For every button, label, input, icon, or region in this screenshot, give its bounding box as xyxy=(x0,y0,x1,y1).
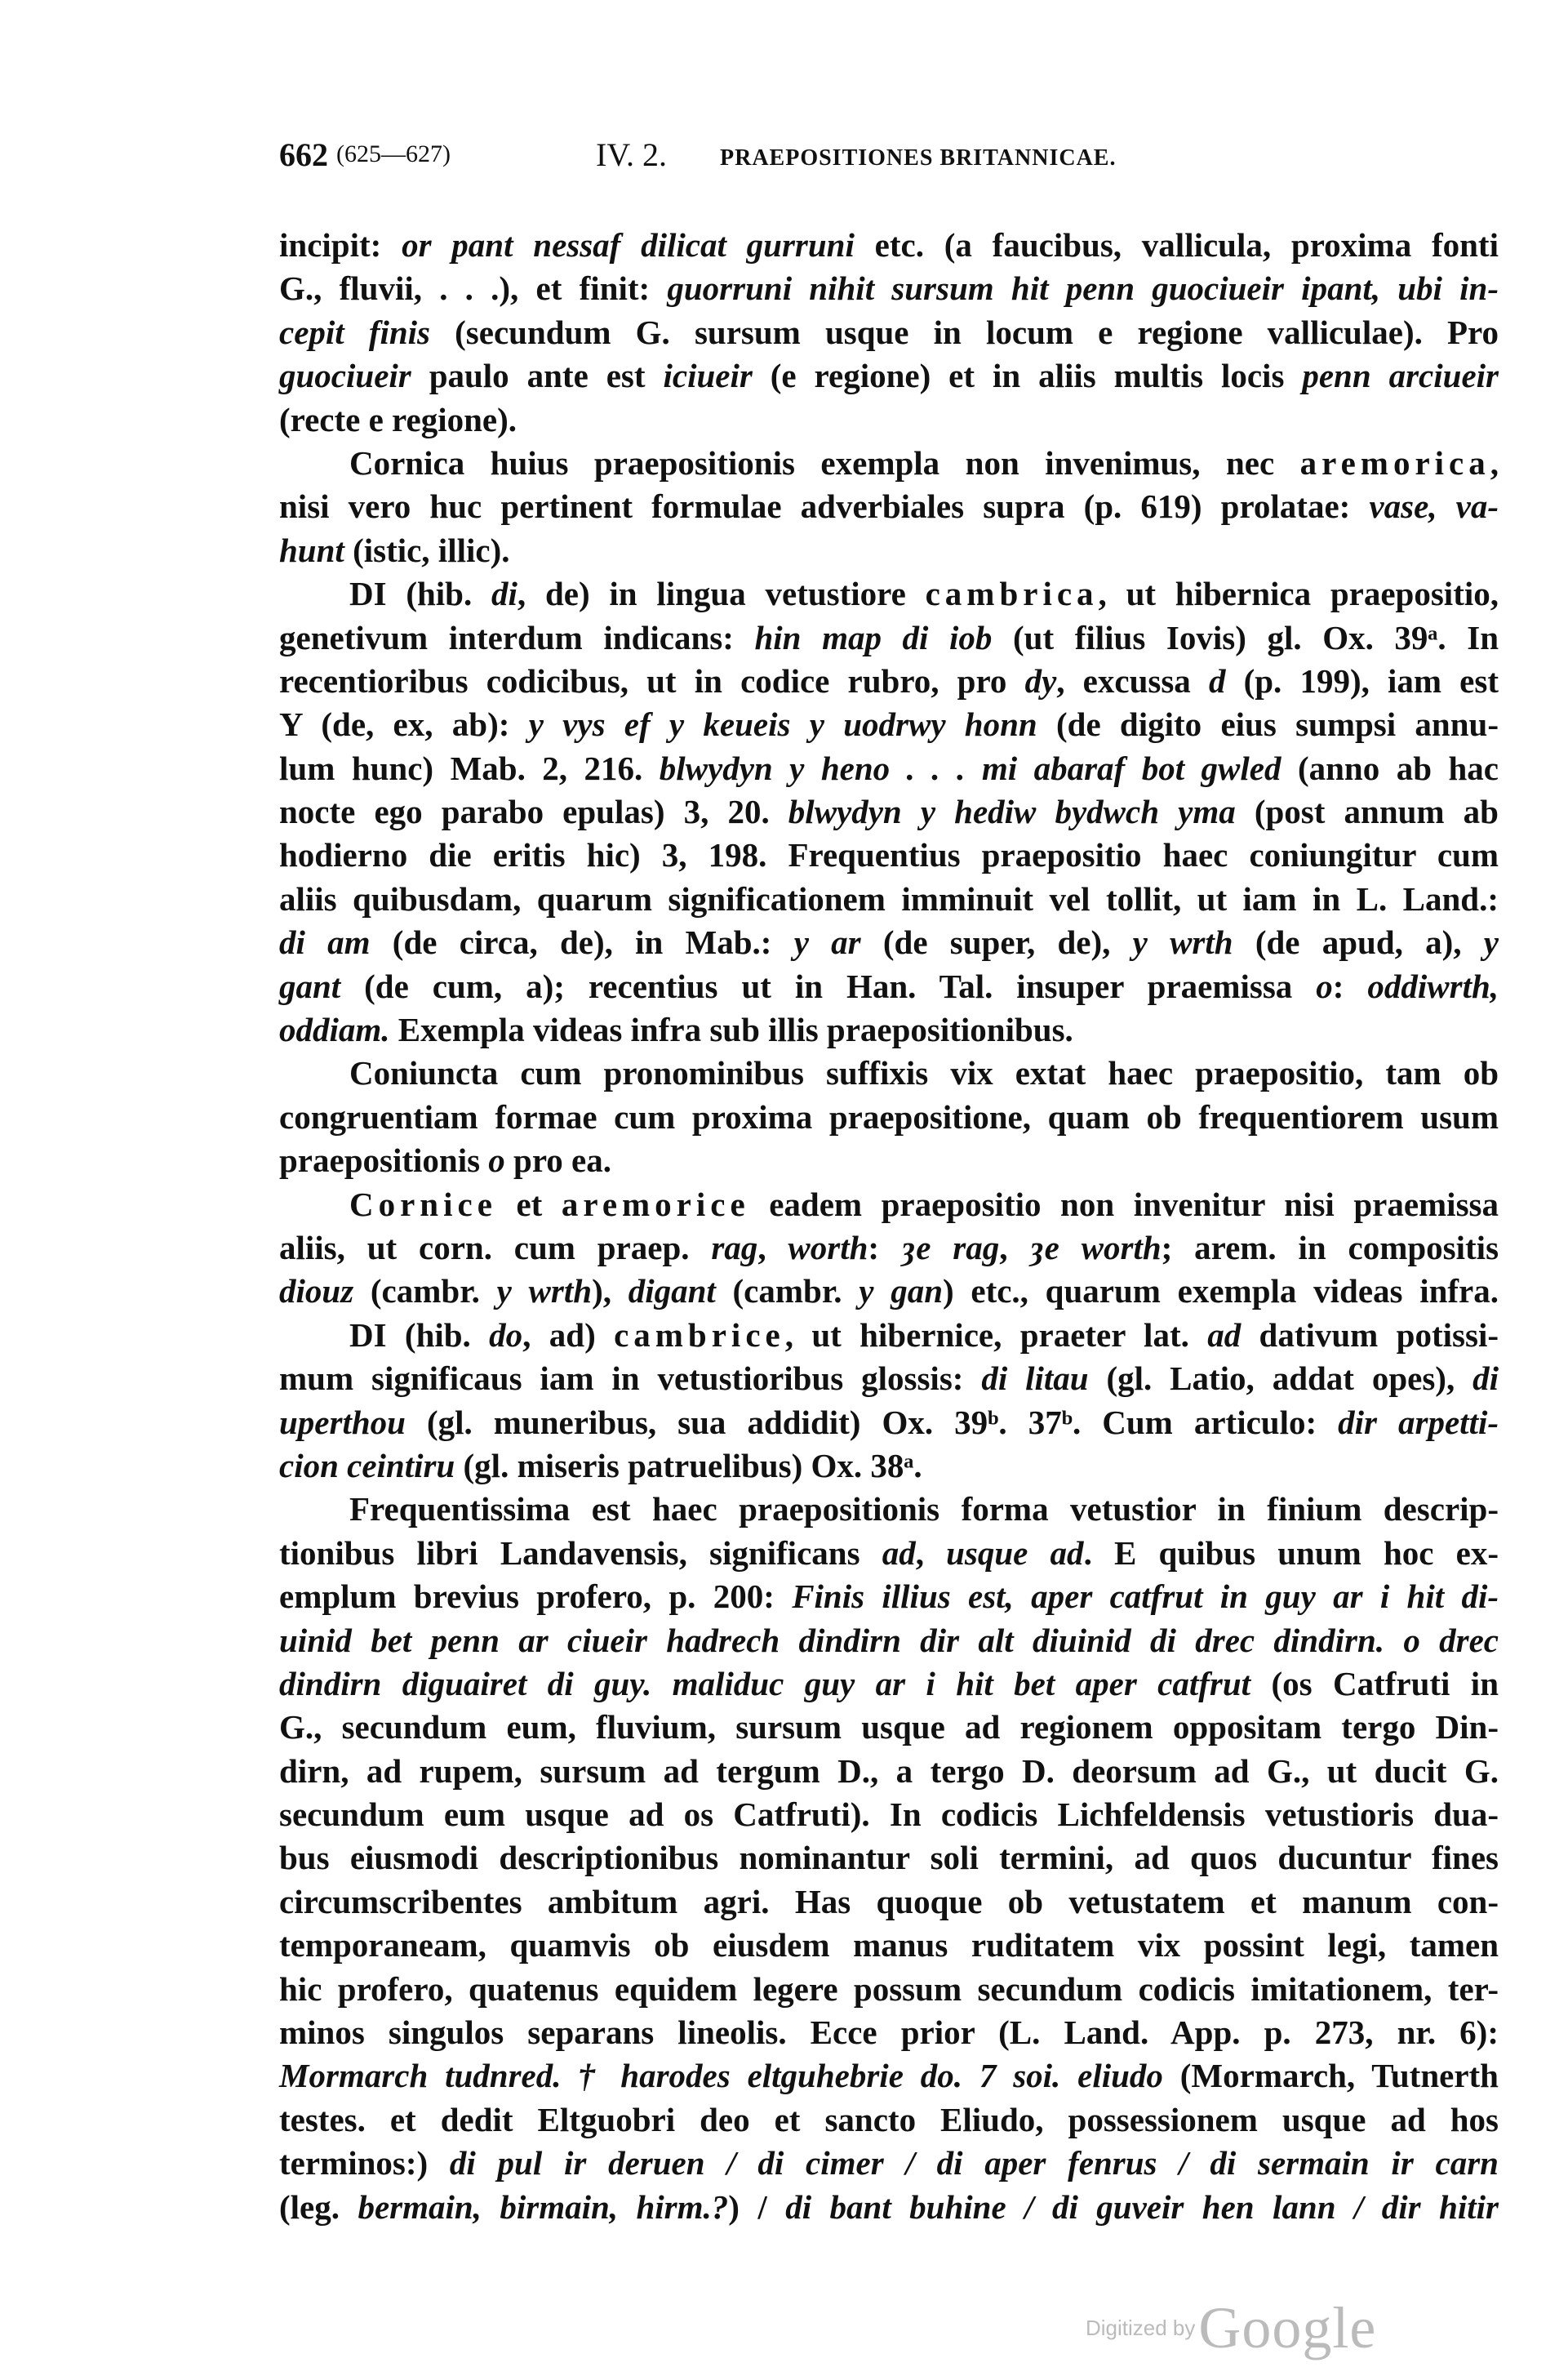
google-watermark xyxy=(1086,2294,1376,2362)
italic-text: vase, va- xyxy=(1369,487,1499,526)
italic-text: y wrth xyxy=(496,1272,593,1310)
text-segment: (post annum ab xyxy=(1235,793,1499,831)
text-segment: (de apud, a), xyxy=(1233,923,1484,962)
text-segment: ) / xyxy=(728,2187,786,2226)
italic-text: o xyxy=(1316,967,1333,1005)
text-line xyxy=(279,703,1499,746)
text-segment: , xyxy=(999,1228,1030,1266)
text-segment: , ad) xyxy=(522,1315,615,1354)
italic-text: di litau xyxy=(981,1359,1089,1398)
text-line xyxy=(279,1444,1499,1488)
text-segment: etc. (a faucibus, vallicula, proxima fonti xyxy=(854,226,1499,264)
watermark-prefix: Digitized by xyxy=(1086,2316,1196,2340)
italic-text: oddiwrth, xyxy=(1367,967,1499,1005)
text-line xyxy=(279,1619,1499,1662)
text-segment: paulo ante est xyxy=(411,357,664,395)
text-line xyxy=(279,2186,1499,2229)
text-segment: (gl. miseris patruelibus) Ox. 38ᵃ. xyxy=(455,1446,922,1484)
text-segment: pro ea. xyxy=(504,1141,612,1180)
text-line xyxy=(279,790,1499,834)
text-segment: : xyxy=(868,1228,901,1266)
italic-text: usque ad xyxy=(946,1533,1084,1572)
text-line xyxy=(279,442,1499,485)
text-line xyxy=(279,1357,1499,1400)
text-line xyxy=(279,2011,1499,2054)
text-segment: DI (hib. xyxy=(349,575,492,613)
text-segment: ) etc., quarum exempla videas infra. xyxy=(943,1272,1499,1310)
text-line xyxy=(279,224,1499,267)
text-segment: (cambr. xyxy=(353,1272,497,1310)
text-segment: Exempla videas infra sub illis praepositionibus. xyxy=(389,1011,1073,1049)
text-segment: testes. et dedit Eltguobri deo et sancto Eliudo, possessionem usque ad hos xyxy=(279,2100,1499,2138)
italic-text: ad xyxy=(882,1533,916,1572)
italic-text: diouz xyxy=(279,1272,354,1310)
text-segment: nocte ego parabo epulas) 3, 20. xyxy=(279,793,788,831)
text-segment: , xyxy=(915,1533,947,1572)
italic-text: blwydyn y hediw bydwch yma xyxy=(788,793,1236,831)
text-segment: , de) in lingua vetustiore xyxy=(517,575,926,613)
text-segment: (ut filius Iovis) gl. Ox. 39ᵃ. In xyxy=(992,618,1499,656)
text-segment: circumscribentes ambitum agri. Has quoque ob vetustatem et manum con- xyxy=(279,1882,1499,1920)
italic-text: di xyxy=(491,575,517,613)
text-line xyxy=(279,1183,1499,1226)
text-segment: (anno ab hac xyxy=(1281,749,1499,787)
italic-text: y xyxy=(1483,923,1499,962)
text-line xyxy=(279,529,1499,572)
text-line xyxy=(279,1314,1499,1357)
italic-text: y vys ef y keueis y uodrwy honn xyxy=(528,705,1037,744)
text-line xyxy=(279,267,1499,310)
text-line xyxy=(279,1052,1499,1095)
italic-text: y ar xyxy=(793,923,861,962)
text-line xyxy=(279,616,1499,660)
spaced-text: cambrice xyxy=(614,1315,785,1354)
text-segment: (de super, de), xyxy=(860,923,1133,962)
italic-text: worth xyxy=(788,1228,868,1266)
italic-text: dindirn diguairet di guy. maliduc guy ar i hit bet aper catfrut xyxy=(279,1664,1251,1702)
italic-text: bermain, birmain, hirm.? xyxy=(358,2187,729,2226)
text-segment: ; arem. in compositis xyxy=(1161,1228,1499,1266)
italic-text: penn arciueir xyxy=(1302,357,1499,395)
text-segment: (Mormarch, Tutnerth xyxy=(1162,2057,1499,2095)
italic-text: dy xyxy=(1024,661,1057,700)
text-segment: praepositionis xyxy=(279,1141,489,1180)
text-segment: aliis, ut corn. cum praep. xyxy=(279,1228,712,1266)
text-segment: (secundum G. sursum usque in locum e regione valliculae). Pro xyxy=(430,313,1499,351)
italic-text: uperthou xyxy=(279,1403,406,1441)
italic-text: y wrth xyxy=(1132,923,1233,962)
text-segment: minos singulos separans lineolis. Ecce prior (L. Land. App. p. 273, nr. 6): xyxy=(279,2013,1499,2052)
spaced-text: aremorica xyxy=(1299,443,1490,482)
text-segment: (recte e regione). xyxy=(279,400,517,438)
text-segment: (leg. xyxy=(279,2187,358,2226)
italic-text: uinid bet penn ar ciueir hadrech dindirn dir alt diuinid di drec dindirn. o drec xyxy=(279,1621,1499,1659)
italic-text: do xyxy=(489,1315,523,1354)
italic-text: iciueir xyxy=(663,357,753,395)
text-segment: , xyxy=(757,1228,788,1266)
text-segment: Y (de, ex, ab): xyxy=(279,705,529,744)
page-range: (625—627) xyxy=(336,140,451,167)
text-line xyxy=(279,1096,1499,1139)
text-segment: (de circa, de), in Mab.: xyxy=(370,923,794,962)
italic-text: or pant nessaf dilicat gurruni xyxy=(402,226,855,264)
text-line xyxy=(279,1575,1499,1618)
text-segment: aliis quibusdam, quarum significationem imminuit vel tollit, ut iam in L. Land.: xyxy=(279,879,1499,918)
text-segment: emplum brevius profero, p. 200: xyxy=(279,1577,793,1616)
text-line xyxy=(279,1968,1499,2011)
text-segment: secundum eum usque ad os Catfruti). In codicis Lichfeldensis vetustioris dua- xyxy=(279,1795,1499,1834)
text-segment: . E quibus unum hoc ex- xyxy=(1083,1533,1499,1572)
text-segment: (os Catfruti in xyxy=(1250,1664,1499,1702)
italic-text: o xyxy=(488,1141,505,1180)
text-segment: (de digito eius sumpsi annu- xyxy=(1037,705,1499,744)
text-line xyxy=(279,834,1499,877)
text-line xyxy=(279,1662,1499,1706)
text-line xyxy=(279,965,1499,1008)
italic-text: di am xyxy=(279,923,371,962)
italic-text: y gan xyxy=(859,1272,943,1310)
italic-text: gant xyxy=(279,967,341,1005)
text-line xyxy=(279,1706,1499,1749)
text-segment: DI (hib. xyxy=(349,1315,490,1354)
text-line xyxy=(279,1008,1499,1052)
text-line xyxy=(279,1532,1499,1575)
spaced-text: cambrica xyxy=(925,575,1099,613)
text-segment: congruentiam formae cum proxima praepositione, quam ob frequentiorem usum xyxy=(279,1097,1499,1136)
text-segment: recentioribus codicibus, ut in codice rubro, pro xyxy=(279,661,1025,700)
italic-text: di bant buhine / di guveir hen lann / dir hitir xyxy=(785,2187,1499,2226)
text-segment: mum significaus iam in vetustioribus glossis: xyxy=(279,1359,982,1398)
text-line xyxy=(279,485,1499,528)
text-line xyxy=(279,878,1499,921)
italic-text: di pul ir deruen / di cimer / di aper fenrus / di sermain ir carn xyxy=(449,2144,1499,2182)
text-segment: temporaneam, quamvis ob eiusdem manus ruditatem vix possint legi, tamen xyxy=(279,1926,1499,1964)
text-line xyxy=(279,2098,1499,2142)
text-line xyxy=(279,2142,1499,2185)
text-line xyxy=(279,660,1499,703)
section-number: IV. 2. xyxy=(596,136,668,173)
text-segment: Coniuncta cum pronominibus suffixis vix extat haec praepositio, tam ob xyxy=(349,1054,1499,1092)
running-title: PRAEPOSITIONES BRITANNICAE. xyxy=(720,145,1117,171)
text-line xyxy=(279,354,1499,398)
italic-text: blwydyn y heno . . . mi abaraf bot gwled xyxy=(659,749,1281,787)
text-line xyxy=(279,1880,1499,1924)
text-line xyxy=(279,1793,1499,1836)
text-segment: Cornica huius praepositionis exempla non invenimus, nec xyxy=(349,443,1300,482)
text-line xyxy=(279,1836,1499,1880)
text-segment: lum hunc) Mab. 2, 216. xyxy=(279,749,660,787)
text-segment: nisi vero huc pertinent formulae adverbiales supra (p. 619) prolatae: xyxy=(279,487,1370,526)
text-line xyxy=(279,311,1499,354)
text-line xyxy=(279,1488,1499,1531)
italic-text: cion ceintiru xyxy=(279,1446,455,1484)
text-segment: : xyxy=(1332,967,1368,1005)
text-segment: genetivum interdum indicans: xyxy=(279,618,755,656)
text-segment: incipit: xyxy=(279,226,402,264)
text-line xyxy=(279,1226,1499,1270)
spaced-text: Cornice xyxy=(349,1185,497,1223)
text-segment: terminos:) xyxy=(279,2144,450,2182)
italic-text: digant xyxy=(628,1272,716,1310)
text-segment: bus eiusmodi descriptionibus nominantur soli termini, ad quos ducuntur fines xyxy=(279,1839,1499,1877)
text-line xyxy=(279,572,1499,616)
italic-text: ȝe rag xyxy=(900,1228,1000,1266)
italic-text: d xyxy=(1208,661,1226,700)
text-line xyxy=(279,2054,1499,2098)
text-segment: hic profero, quatenus equidem legere possum secundum codicis imitationem, ter- xyxy=(279,1969,1499,2008)
italic-text: ad xyxy=(1207,1315,1242,1354)
text-segment: hodierno die eritis hic) 3, 198. Frequentius praepositio haec coniungitur cum xyxy=(279,836,1499,874)
text-line xyxy=(279,921,1499,964)
text-segment: (istic, illic). xyxy=(344,531,510,569)
italic-text: Finis illius est, aper catfrut in guy ar i hit di- xyxy=(792,1577,1499,1616)
text-segment: et xyxy=(496,1185,562,1223)
italic-text: dir arpetti- xyxy=(1338,1403,1499,1441)
text-line xyxy=(279,747,1499,790)
italic-text: cepit finis xyxy=(279,313,431,351)
text-segment: (gl. muneribus, sua addidit) Ox. 39ᵇ. 37ᵇ. Cum articulo: xyxy=(405,1403,1339,1441)
italic-text: oddiam. xyxy=(279,1011,390,1049)
text-segment: (p. 199), iam est xyxy=(1225,661,1499,700)
italic-text: di xyxy=(1472,1359,1499,1398)
text-segment: (de cum, a); recentius ut in Han. Tal. insuper praemissa xyxy=(340,967,1317,1005)
text-segment: (gl. Latio, addat opes), xyxy=(1088,1359,1473,1398)
text-segment: , ut hibernica praepositio, xyxy=(1098,575,1499,613)
text-line xyxy=(279,1924,1499,1967)
text-segment: G., secundum eum, fluvium, sursum usque ad regionem oppositam tergo Din- xyxy=(279,1708,1499,1746)
text-segment: ), xyxy=(592,1272,629,1310)
text-segment: dativum potissi- xyxy=(1241,1315,1499,1354)
text-line xyxy=(279,1139,1499,1182)
text-segment: , ut hibernice, praeter lat. xyxy=(784,1315,1208,1354)
text-line xyxy=(279,1270,1499,1313)
italic-text: hunt xyxy=(279,531,344,569)
spaced-text: aremorice xyxy=(561,1185,750,1223)
italic-text: Mormarch tudnred. † harodes eltguhebrie do. 7 soi. eliudo xyxy=(279,2057,1163,2095)
text-segment: Frequentissima est haec praepositionis forma vetustior in finium descrip- xyxy=(349,1490,1499,1528)
text-segment: (e regione) et in aliis multis locis xyxy=(752,357,1303,395)
italic-text: guociueir xyxy=(279,357,411,395)
italic-text: hin map di iob xyxy=(754,618,993,656)
google-logo: Google xyxy=(1198,2295,1377,2360)
body-text xyxy=(279,224,1499,2229)
text-segment: eadem praepositio non invenitur nisi praemissa xyxy=(749,1185,1499,1223)
italic-text: guorruni nihit sursum hit penn guociueir ipant, ubi in- xyxy=(667,269,1499,308)
text-line xyxy=(279,1750,1499,1793)
italic-text: rag xyxy=(711,1228,758,1266)
text-segment: , xyxy=(1490,443,1499,482)
italic-text: ȝe worth xyxy=(1029,1228,1162,1266)
text-segment: (cambr. xyxy=(715,1272,860,1310)
text-segment: tionibus libri Landavensis, significans xyxy=(279,1533,882,1572)
text-segment: , excussa xyxy=(1056,661,1209,700)
text-line xyxy=(279,1401,1499,1444)
text-segment: G., fluvii, . . .), et finit: xyxy=(279,269,668,308)
text-segment: dirn, ad rupem, sursum ad tergum D., a tergo D. deorsum ad G., ut ducit G. xyxy=(279,1751,1499,1790)
page-number: 662 xyxy=(279,136,328,173)
text-line xyxy=(279,398,1499,442)
